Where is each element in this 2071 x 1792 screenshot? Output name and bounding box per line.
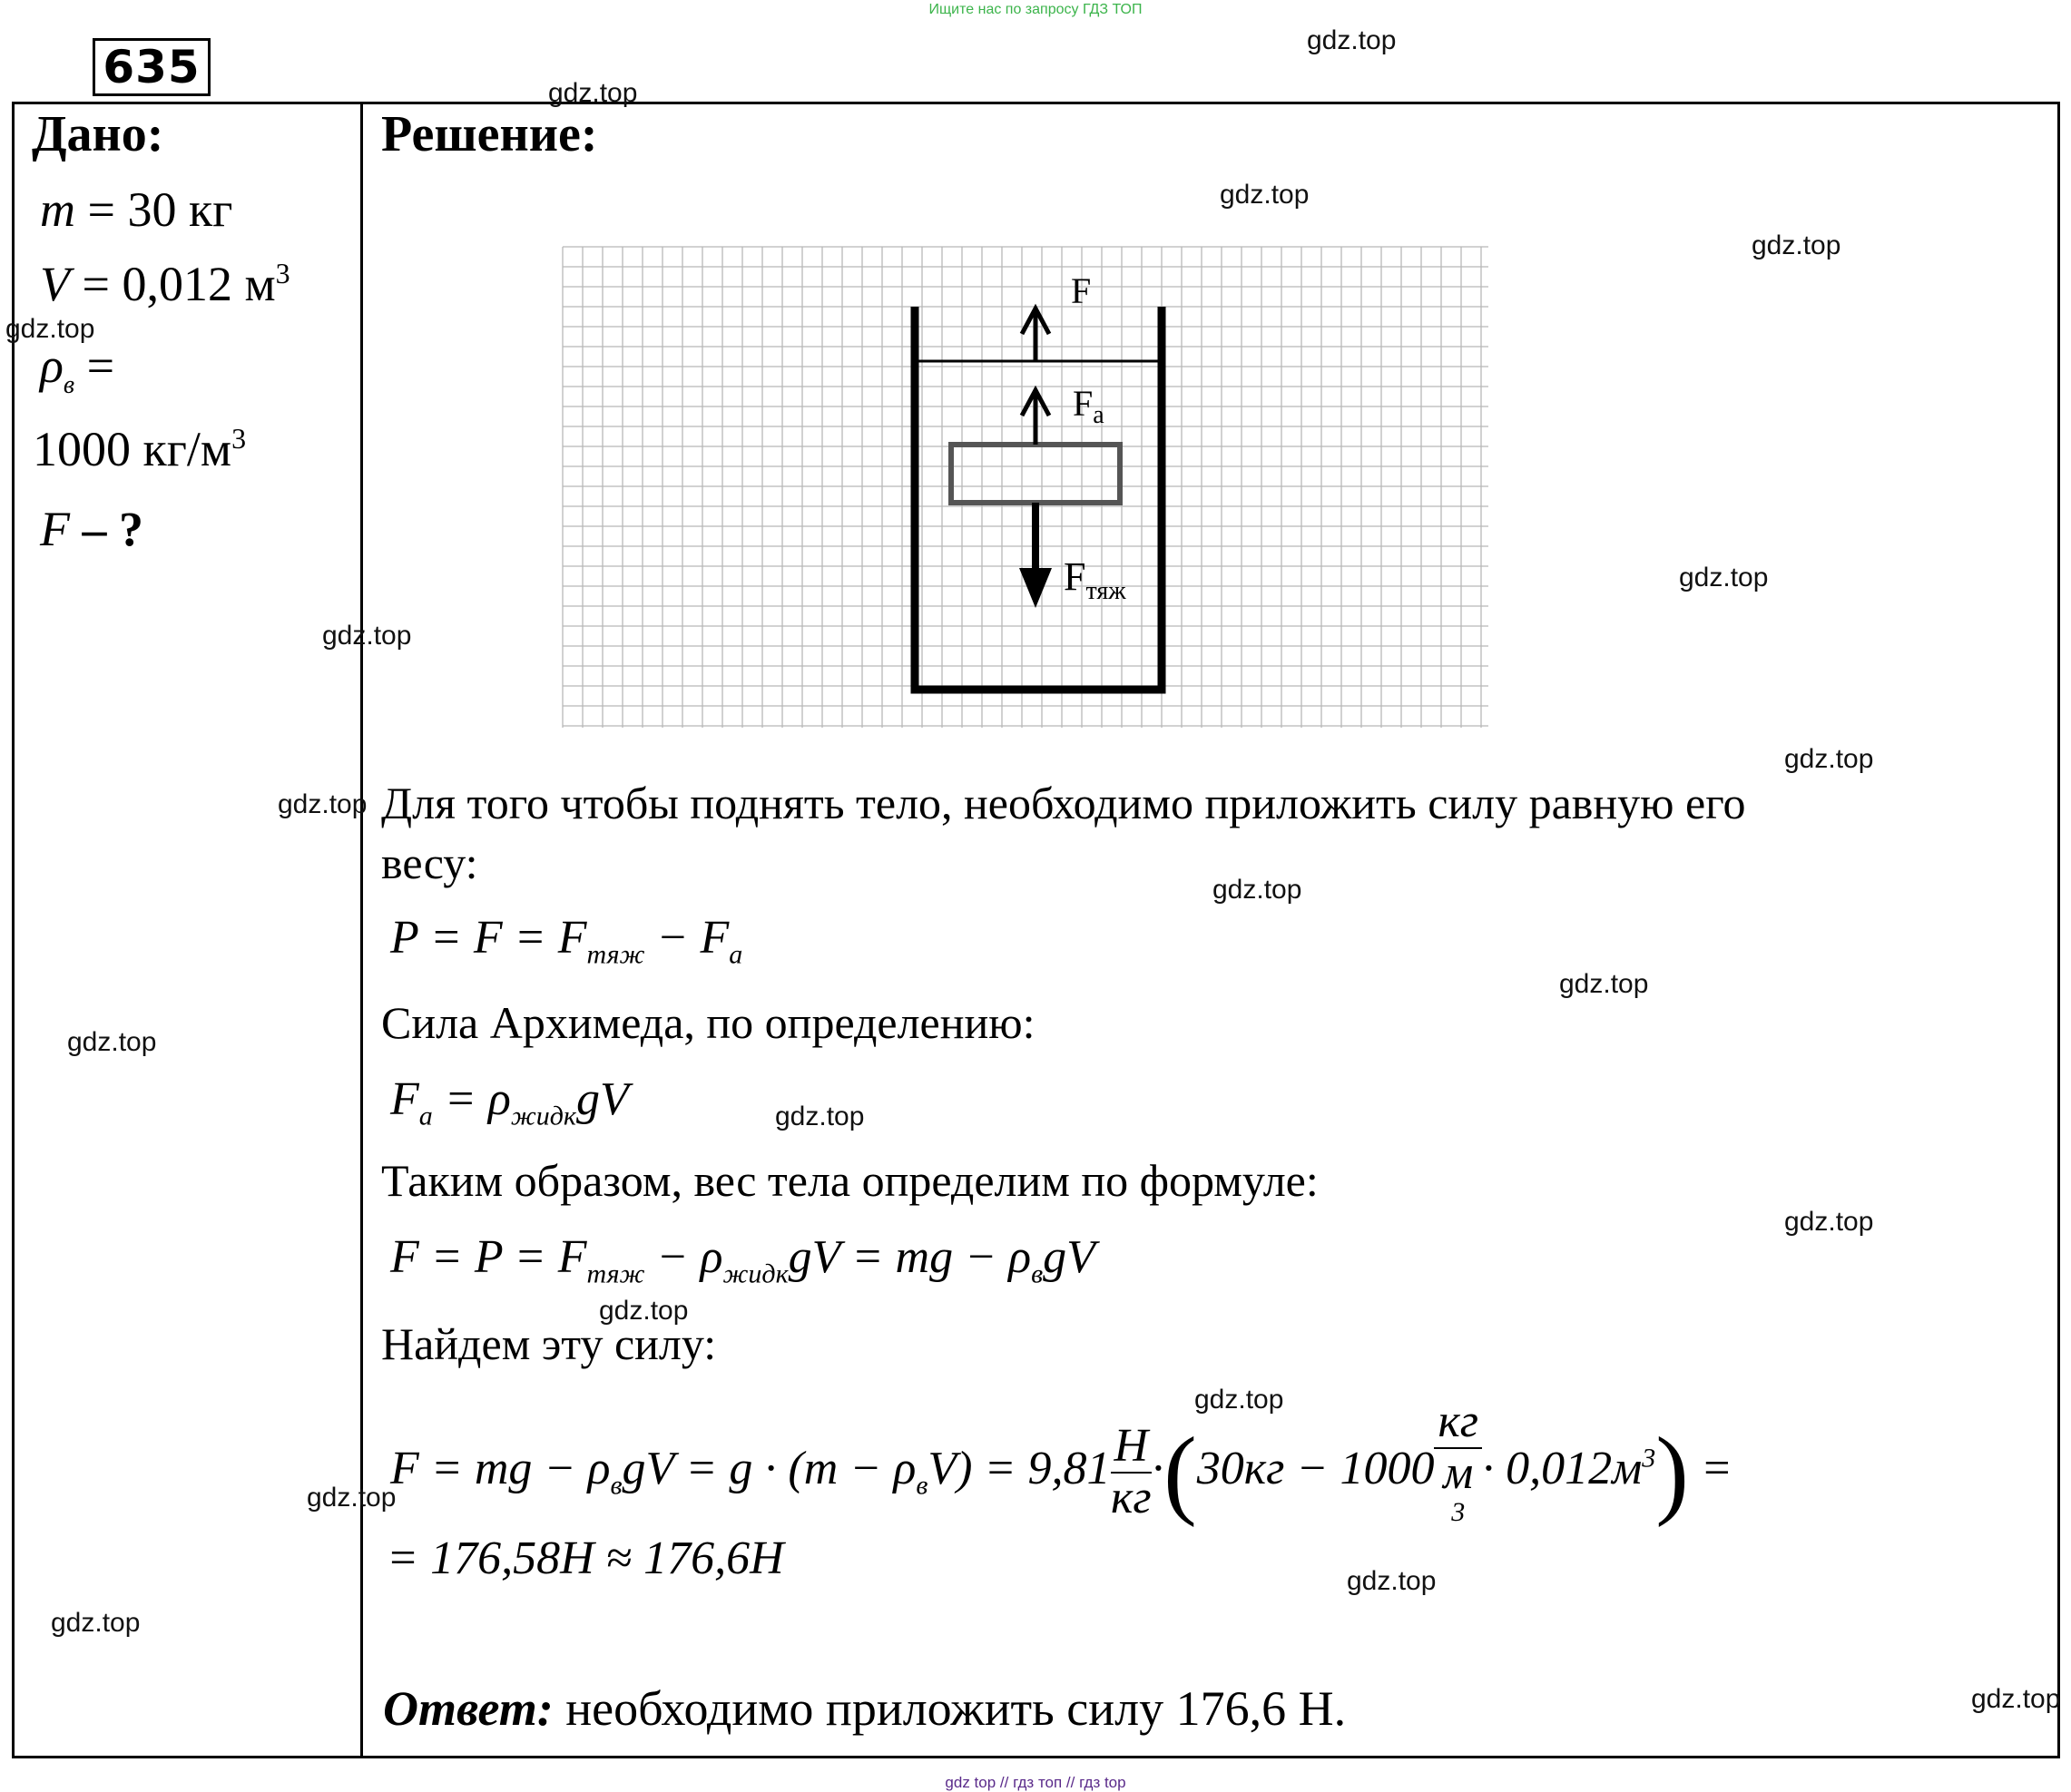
watermark: gdz.top <box>1679 563 1769 592</box>
given-density <box>40 338 114 400</box>
watermark: gdz.top <box>5 314 95 344</box>
given-find-symbol: F <box>40 502 70 556</box>
watermark: gdz.top <box>1784 1207 1874 1237</box>
watermark: gdz.top <box>307 1483 397 1513</box>
formula-archimedes: $F_a = \rho_{жидк}gV$ <box>390 1073 629 1131</box>
given-density-sub: в <box>63 370 75 399</box>
watermark: gdz.top <box>322 621 412 651</box>
paragraph-1-line-2: весу: <box>381 837 478 888</box>
watermark: gdz.top <box>1784 744 1874 774</box>
given-density-symbol: ρ <box>40 338 64 393</box>
watermark: gdz.top <box>1971 1684 2061 1714</box>
given-density-exp: 3 <box>231 422 247 455</box>
label-f: F <box>1071 270 1092 311</box>
problem-number: 635 <box>93 38 211 96</box>
answer-label: Ответ: <box>383 1681 554 1736</box>
vessel-diagram <box>554 238 1497 746</box>
watermark: gdz.top <box>775 1102 865 1131</box>
watermark: gdz.top <box>67 1027 157 1057</box>
given-volume-value: = 0,012 м <box>70 257 276 311</box>
force-arrow-gravity <box>1019 503 1052 608</box>
given-volume-exp: 3 <box>275 257 290 289</box>
paragraph-2: Сила Архимеда, по определению: <box>381 997 1036 1048</box>
watermark: gdz.top <box>1220 180 1310 210</box>
watermark: gdz.top <box>1212 875 1302 905</box>
force-arrow-fa <box>1022 390 1049 445</box>
answer-text: необходимо приложить силу 176,6 Н. <box>553 1681 1347 1736</box>
graph-paper-grid <box>563 247 1488 728</box>
paragraph-3: Таким образом, вес тела определим по формуле: <box>381 1155 1319 1206</box>
watermark: gdz.top <box>548 78 638 108</box>
paragraph-1-line-1: Для того чтобы поднять тело, необходимо приложить силу равную его <box>381 778 1746 828</box>
formula-force: $F = P = F_{тяж} - \rho_{жидк}gV$ = mg − $\rho_вgV$ <box>390 1231 1095 1289</box>
given-density-value <box>33 421 246 477</box>
formula-calculation: F = mg − $\rho_вgV = g \cdot (m - \rho_вV) = 9,81$ $\frac{Н}{кг}$ ·(30кг − 1000 кг м $^3$ · $0,012м^3$) = <box>390 1397 1732 1548</box>
watermark: gdz.top <box>1194 1385 1284 1415</box>
watermark: gdz.top <box>51 1608 141 1638</box>
top-banner[interactable]: Ищите нас по запросу ГДЗ ТОП <box>928 2 1143 17</box>
given-mass-value: = 30 кг <box>75 182 233 237</box>
paragraph-4: Найдем эту силу: <box>381 1318 717 1369</box>
fraction-n-per-kg: $\frac{Н}{кг}$ <box>1111 1420 1152 1524</box>
submerged-body <box>951 445 1120 503</box>
formula-result: = 176,58Н ≈ 176,6Н <box>387 1533 784 1584</box>
watermark: gdz.top <box>1307 25 1397 55</box>
given-volume <box>40 256 290 312</box>
watermark: gdz.top <box>599 1296 689 1326</box>
label-fg: $F_{тяж}$ <box>1064 554 1126 605</box>
force-arrow-f <box>1022 308 1049 361</box>
given-heading: Дано: <box>32 106 164 162</box>
solution-heading: Решение: <box>381 106 598 162</box>
watermark: gdz.top <box>278 789 368 819</box>
watermark: gdz.top <box>1559 969 1649 999</box>
given-mass <box>40 181 232 238</box>
watermark: gdz.top <box>1347 1566 1437 1596</box>
given-volume-symbol: V <box>40 257 70 311</box>
given-density-number: 1000 кг/м <box>33 422 232 476</box>
given-find-question: – ? <box>70 502 143 556</box>
given-find <box>40 501 143 557</box>
fraction-kg-per-m3: кг м $^3$ <box>1434 1397 1482 1548</box>
bottom-banner[interactable]: gdz top // гдз топ // гдз top <box>945 1774 1126 1791</box>
formula-weight: $P = F = F_{тяж} - F_a$ <box>390 912 743 970</box>
given-density-eq: = <box>74 338 115 393</box>
label-fa: $F_a$ <box>1073 383 1104 429</box>
watermark: gdz.top <box>1752 230 1841 260</box>
answer <box>383 1680 1346 1737</box>
given-mass-symbol: m <box>40 182 75 237</box>
